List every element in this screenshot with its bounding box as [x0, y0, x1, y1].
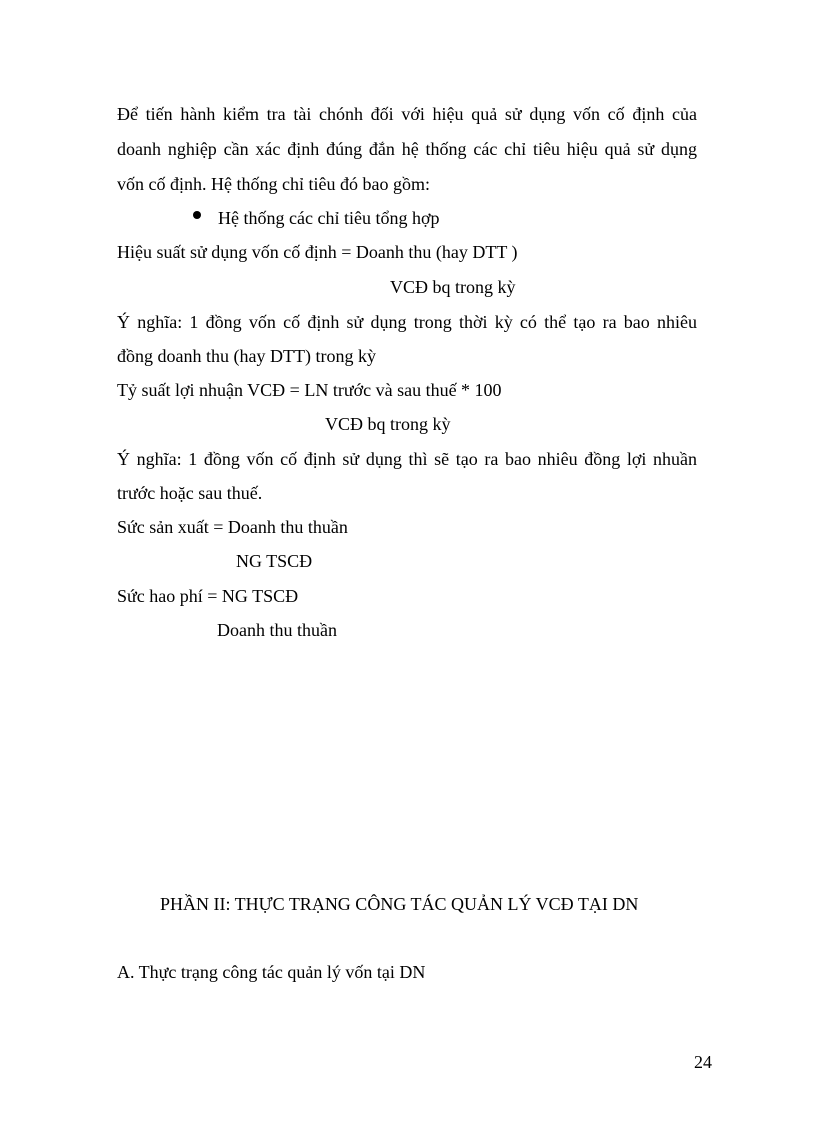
- formula-productivity: Sức sản xuất = Doanh thu thuần: [117, 517, 348, 537]
- page-number: 24: [694, 1052, 712, 1072]
- subsection-heading: A. Thực trạng công tác quản lý vốn tại DN: [117, 962, 426, 982]
- intro-line-3: vốn cố định. Hệ thống chỉ tiêu đó bao gồm:: [117, 174, 430, 194]
- section-heading: PHẦN II: THỰC TRẠNG CÔNG TÁC QUẢN LÝ VCĐ TẠI DN: [160, 894, 639, 914]
- formula-efficiency: Hiệu suất sử dụng vốn cố định = Doanh thu (hay DTT ): [117, 242, 518, 262]
- formula-efficiency-meaning-1: Ý nghĩa: 1 đồng vốn cố định sử dụng trong thời kỳ có thể tạo ra bao nhiêu: [117, 312, 697, 332]
- formula-profit-rate-meaning-2: trước hoặc sau thuế.: [117, 483, 263, 503]
- formula-profit-rate-meaning-1: Ý nghĩa: 1 đồng vốn cố định sử dụng thì sẽ tạo ra bao nhiêu đồng lợi nhuần: [117, 449, 697, 469]
- formula-profit-rate-denominator: VCĐ bq trong kỳ: [325, 414, 451, 434]
- bullet-item-label: Hệ thống các chỉ tiêu tổng hợp: [218, 208, 440, 228]
- formula-cost-rate: Sức hao phí = NG TSCĐ: [117, 586, 299, 606]
- bullet-icon: [193, 211, 201, 219]
- formula-cost-rate-denominator: Doanh thu thuần: [217, 620, 337, 640]
- formula-profit-rate: Tỷ suất lợi nhuận VCĐ = LN trước và sau thuế * 100: [117, 380, 502, 400]
- intro-line-2: doanh nghiệp cần xác định đúng đắn hệ thống các chỉ tiêu hiệu quả sử dụng: [117, 139, 697, 159]
- formula-productivity-denominator: NG TSCĐ: [236, 551, 313, 571]
- formula-efficiency-meaning-2: đồng doanh thu (hay DTT) trong kỳ: [117, 346, 376, 366]
- intro-line-1: Để tiến hành kiểm tra tài chónh đối với hiệu quả sử dụng vốn cố định của: [117, 104, 697, 124]
- formula-efficiency-denominator: VCĐ bq trong kỳ: [390, 277, 516, 297]
